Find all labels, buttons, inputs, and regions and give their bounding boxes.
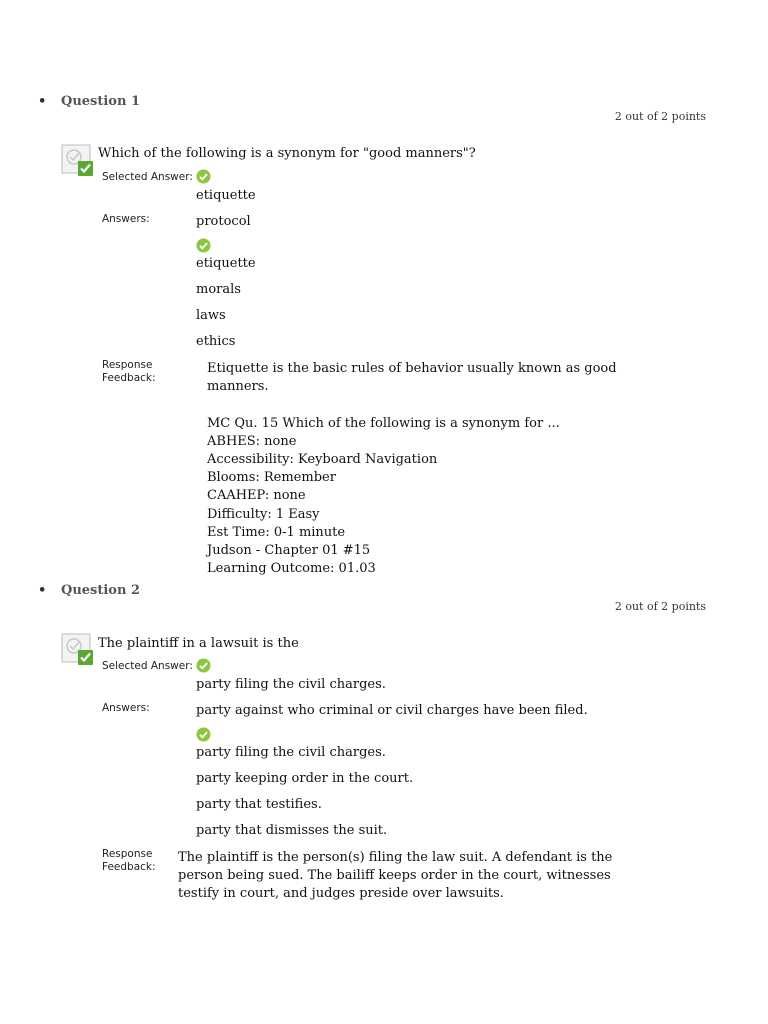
feedback-line: MC Qu. 15 Which of the following is a synonym for ... bbox=[207, 415, 560, 431]
response-feedback-label-line: Response bbox=[102, 359, 153, 371]
answer-option: protocol bbox=[196, 214, 251, 229]
answer-option: party keeping order in the court. bbox=[196, 771, 414, 786]
feedback-line: ABHES: none bbox=[207, 433, 297, 449]
answers-label: Answers: bbox=[102, 702, 150, 714]
answer-option: party against who criminal or civil charges have been filed. bbox=[196, 703, 588, 718]
feedback-line: Etiquette is the basic rules of behavior usually known as good bbox=[207, 361, 617, 376]
feedback-line: Est Time: 0-1 minute bbox=[207, 524, 346, 540]
answer-option-correct: etiquette bbox=[196, 256, 256, 271]
answer-option: morals bbox=[196, 282, 241, 297]
answers-label: Answers: bbox=[102, 213, 150, 225]
selected-answer-label: Selected Answer: bbox=[102, 660, 193, 672]
question-2-text: The plaintiff in a lawsuit is the bbox=[98, 636, 299, 651]
answer-option: party that testifies. bbox=[196, 797, 322, 812]
correct-check-icon bbox=[196, 238, 211, 253]
response-feedback-text bbox=[207, 360, 617, 578]
answer-option: ethics bbox=[196, 334, 236, 349]
response-feedback-text bbox=[178, 849, 612, 904]
correct-question-icon bbox=[61, 633, 93, 665]
question-2-points: 2 out of 2 points bbox=[614, 600, 706, 613]
question-1-points: 2 out of 2 points bbox=[614, 110, 706, 123]
feedback-line: manners. bbox=[207, 379, 269, 395]
feedback-line: Judson - Chapter 01 #15 bbox=[207, 543, 371, 559]
feedback-line: The plaintiff is the person(s) filing the law suit. A defendant is the bbox=[178, 850, 613, 865]
bullet-marker: • bbox=[38, 583, 47, 598]
answer-option: laws bbox=[196, 308, 226, 323]
feedback-line: Accessibility: Keyboard Navigation bbox=[207, 452, 438, 467]
correct-question-icon bbox=[61, 144, 93, 176]
feedback-line: Blooms: Remember bbox=[207, 470, 336, 486]
feedback-line: CAAHEP: none bbox=[207, 488, 306, 504]
question-2-heading bbox=[38, 583, 140, 598]
correct-check-icon bbox=[196, 727, 211, 742]
response-feedback-label-line: Feedback: bbox=[102, 372, 156, 384]
feedback-line: testify in court, and judges preside over lawsuits. bbox=[178, 886, 504, 902]
feedback-line bbox=[207, 396, 617, 414]
bullet-marker: • bbox=[38, 94, 47, 109]
feedback-line: Difficulty: 1 Easy bbox=[207, 506, 320, 522]
selected-answer-label: Selected Answer: bbox=[102, 171, 193, 183]
question-2-title: Question 2 bbox=[61, 583, 141, 598]
feedback-line: person being sued. The bailiff keeps order in the court, witnesses bbox=[178, 868, 611, 884]
question-1-title: Question 1 bbox=[61, 94, 141, 109]
response-feedback-label bbox=[102, 359, 156, 385]
selected-answer-value: etiquette bbox=[196, 188, 256, 203]
question-1-text: Which of the following is a synonym for "good manners"? bbox=[98, 146, 476, 161]
selected-answer-value: party filing the civil charges. bbox=[196, 677, 386, 692]
response-feedback-label bbox=[102, 848, 156, 874]
question-1-heading bbox=[38, 94, 140, 109]
response-feedback-label-line: Response bbox=[102, 848, 153, 860]
correct-check-icon bbox=[196, 658, 211, 673]
answer-option: party that dismisses the suit. bbox=[196, 823, 388, 838]
feedback-line: Learning Outcome: 01.03 bbox=[207, 561, 376, 577]
correct-check-icon bbox=[196, 169, 211, 184]
answer-option-correct: party filing the civil charges. bbox=[196, 745, 386, 760]
response-feedback-label-line: Feedback: bbox=[102, 861, 156, 873]
